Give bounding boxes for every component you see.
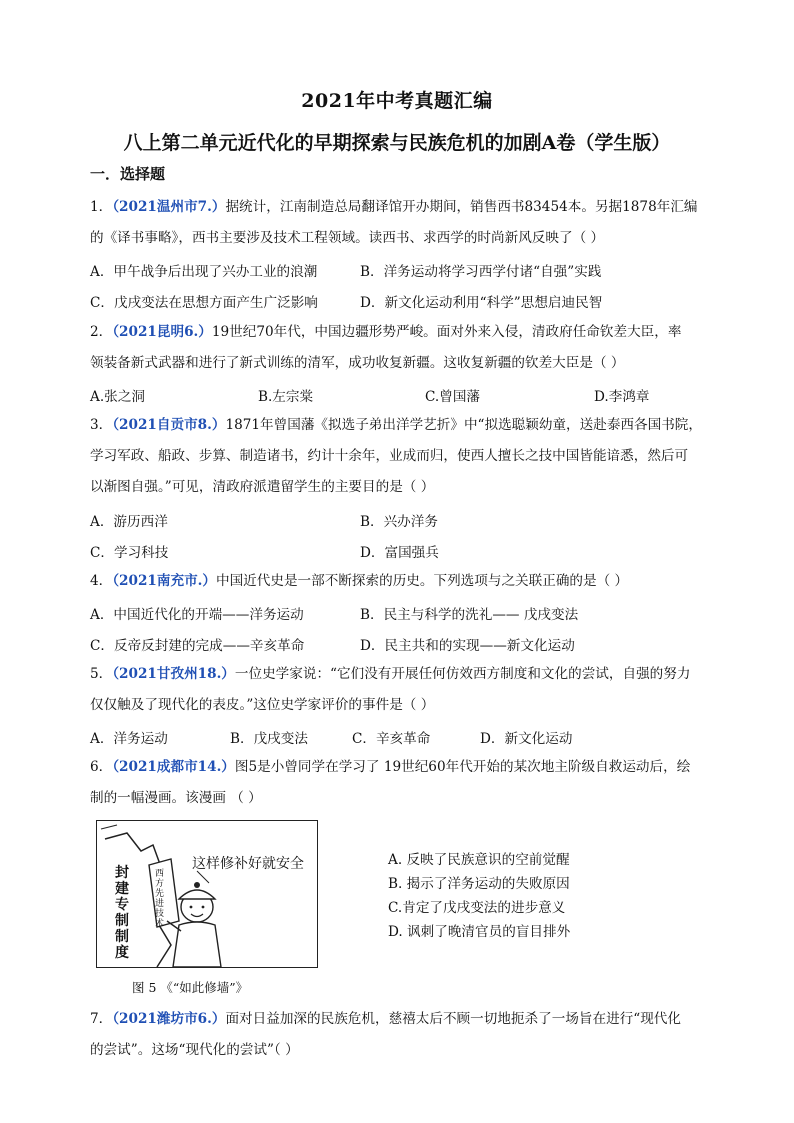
- question-6-option-a: A. 反映了民族意识的空前觉醒: [388, 852, 570, 868]
- question-text: 图5是小曾同学在学习了 19世纪60年代开始的某次地主阶级自救运动后，绘: [234, 759, 691, 775]
- question-text: 19世纪70年代，中国边疆形势严峻。面对外来入侵，清政府任命钦差大臣，率: [211, 324, 682, 340]
- question-7-stem: [90, 1010, 681, 1028]
- question-number: 5．: [90, 666, 113, 682]
- question-4-stem: [90, 572, 628, 590]
- question-number: 3．: [90, 417, 113, 433]
- question-source: （2021潍坊市6.）: [112, 1011, 226, 1027]
- question-source: （2021温州市7.）: [112, 199, 226, 215]
- question-5-stem-line-2: 仅仅触及了现代化的表皮。”这位史学家评价的事件是（ ）: [90, 697, 435, 713]
- question-text: 面对日益加深的民族危机，慈禧太后不顾一切地扼杀了一场旨在进行“现代化: [225, 1011, 681, 1027]
- question-2-stem: [90, 323, 681, 341]
- question-1-option-d: D．新文化运动利用“科学”思想启迪民智: [360, 295, 603, 311]
- question-source: （2021昆明6.）: [112, 324, 212, 340]
- question-5-option-c: C．辛亥革命: [352, 731, 431, 747]
- wall-label: 封建专制制度: [115, 865, 129, 961]
- document-subtitle: 八上第二单元近代化的早期探索与民族危机的加剧A卷（学生版）: [123, 132, 671, 154]
- cartoon-figure: [96, 820, 318, 968]
- question-source: （2021成都市14.）: [112, 759, 235, 775]
- question-3-option-c: C．学习科技: [90, 545, 169, 561]
- question-number: 4．: [90, 573, 113, 589]
- question-4-option-c: C．反帝反封建的完成——辛亥革命: [90, 638, 305, 654]
- question-6-option-c: C.肯定了戊戌变法的进步意义: [388, 900, 566, 916]
- question-5-option-a: A．洋务运动: [90, 731, 168, 747]
- question-4-option-a: A．中国近代化的开端——洋务运动: [90, 607, 304, 623]
- question-3-option-b: B．兴办洋务: [360, 514, 438, 530]
- question-number: 2．: [90, 324, 113, 340]
- question-6-stem: [90, 758, 690, 776]
- question-3-option-d: D．富国强兵: [360, 545, 439, 561]
- question-1-stem: [90, 198, 698, 216]
- question-5-stem: [90, 665, 690, 683]
- question-source: （2021自贡市8.）: [112, 417, 226, 433]
- question-6-option-d: D. 讽刺了晚清官员的盲目排外: [388, 924, 571, 940]
- question-4-option-d: D．民主共和的实现——新文化运动: [360, 638, 575, 654]
- question-1-option-c: C．戊戌变法在思想方面产生广泛影响: [90, 295, 318, 311]
- question-6-stem-line-2: 制的一幅漫画。该漫画 （ ）: [90, 790, 262, 806]
- question-text: 1871年曾国藩《拟选子弟出洋学艺折》中“拟选聪颖幼童，送赴泰西各国书院，: [225, 417, 702, 433]
- question-1-option-b: B．洋务运动将学习西学付诸“自强”实践: [360, 264, 602, 280]
- question-number: 6．: [90, 759, 113, 775]
- patch-label: 西方先进技术: [155, 869, 165, 929]
- question-3-option-a: A．游历西洋: [90, 514, 168, 530]
- figure-caption: 图 5 《“如此修墙”》: [132, 980, 249, 995]
- question-number: 7．: [90, 1011, 113, 1027]
- question-3-stem-line-3: 以渐图自强。”可见，清政府派遣留学生的主要目的是（ ）: [90, 479, 435, 495]
- speech-bubble-text: 这样修补好就安全: [192, 856, 304, 872]
- question-7-stem-line-2: 的尝试”。这场“现代化的尝试”（ ）: [90, 1042, 299, 1058]
- question-5-option-b: B．戊戌变法: [230, 731, 308, 747]
- question-text: 据统计，江南制造总局翻译馆开办期间，销售西书83454本。另据1878年汇编: [225, 199, 698, 215]
- question-source: （2021甘孜州18.）: [112, 666, 235, 682]
- question-2-option-d: D.李鸿章: [594, 389, 650, 405]
- question-5-option-d: D．新文化运动: [480, 731, 573, 747]
- question-2-option-b: B.左宗棠: [258, 389, 314, 405]
- question-2-stem-line-2: 领装备新式武器和进行了新式训练的清军，成功收复新疆。这收复新疆的钦差大臣是（ ）: [90, 355, 625, 371]
- question-6-option-b: B. 揭示了洋务运动的失败原因: [388, 876, 570, 892]
- question-3-stem: [90, 416, 702, 434]
- section-heading: 一．选择题: [90, 165, 166, 183]
- question-1-option-a: A．甲午战争后出现了兴办工业的浪潮: [90, 264, 318, 280]
- question-3-stem-line-2: 学习军政、船政、步算、制造诸书，约计十余年，业成而归，使西人擅长之技中国皆能谙悉，然后可: [90, 448, 689, 464]
- question-2-option-a: A.张之洞: [90, 389, 145, 405]
- question-number: 1．: [90, 199, 113, 215]
- question-4-option-b: B．民主与科学的洗礼—— 戊戌变法: [360, 607, 579, 623]
- question-2-option-c: C.曾国藩: [425, 389, 481, 405]
- question-text: 中国近代史是一部不断探索的历史。下列选项与之关联正确的是（ ）: [216, 573, 629, 589]
- question-text: 一位史学家说：“它们没有开展任何仿效西方制度和文化的尝试，自强的努力: [234, 666, 691, 682]
- question-1-stem-line-2: 的《译书事略》，西书主要涉及技术工程领域。读西书、求西学的时尚新风反映了（ ）: [90, 230, 605, 246]
- question-source: （2021南充市.）: [112, 573, 216, 589]
- document-title: 2021年中考真题汇编: [301, 90, 493, 112]
